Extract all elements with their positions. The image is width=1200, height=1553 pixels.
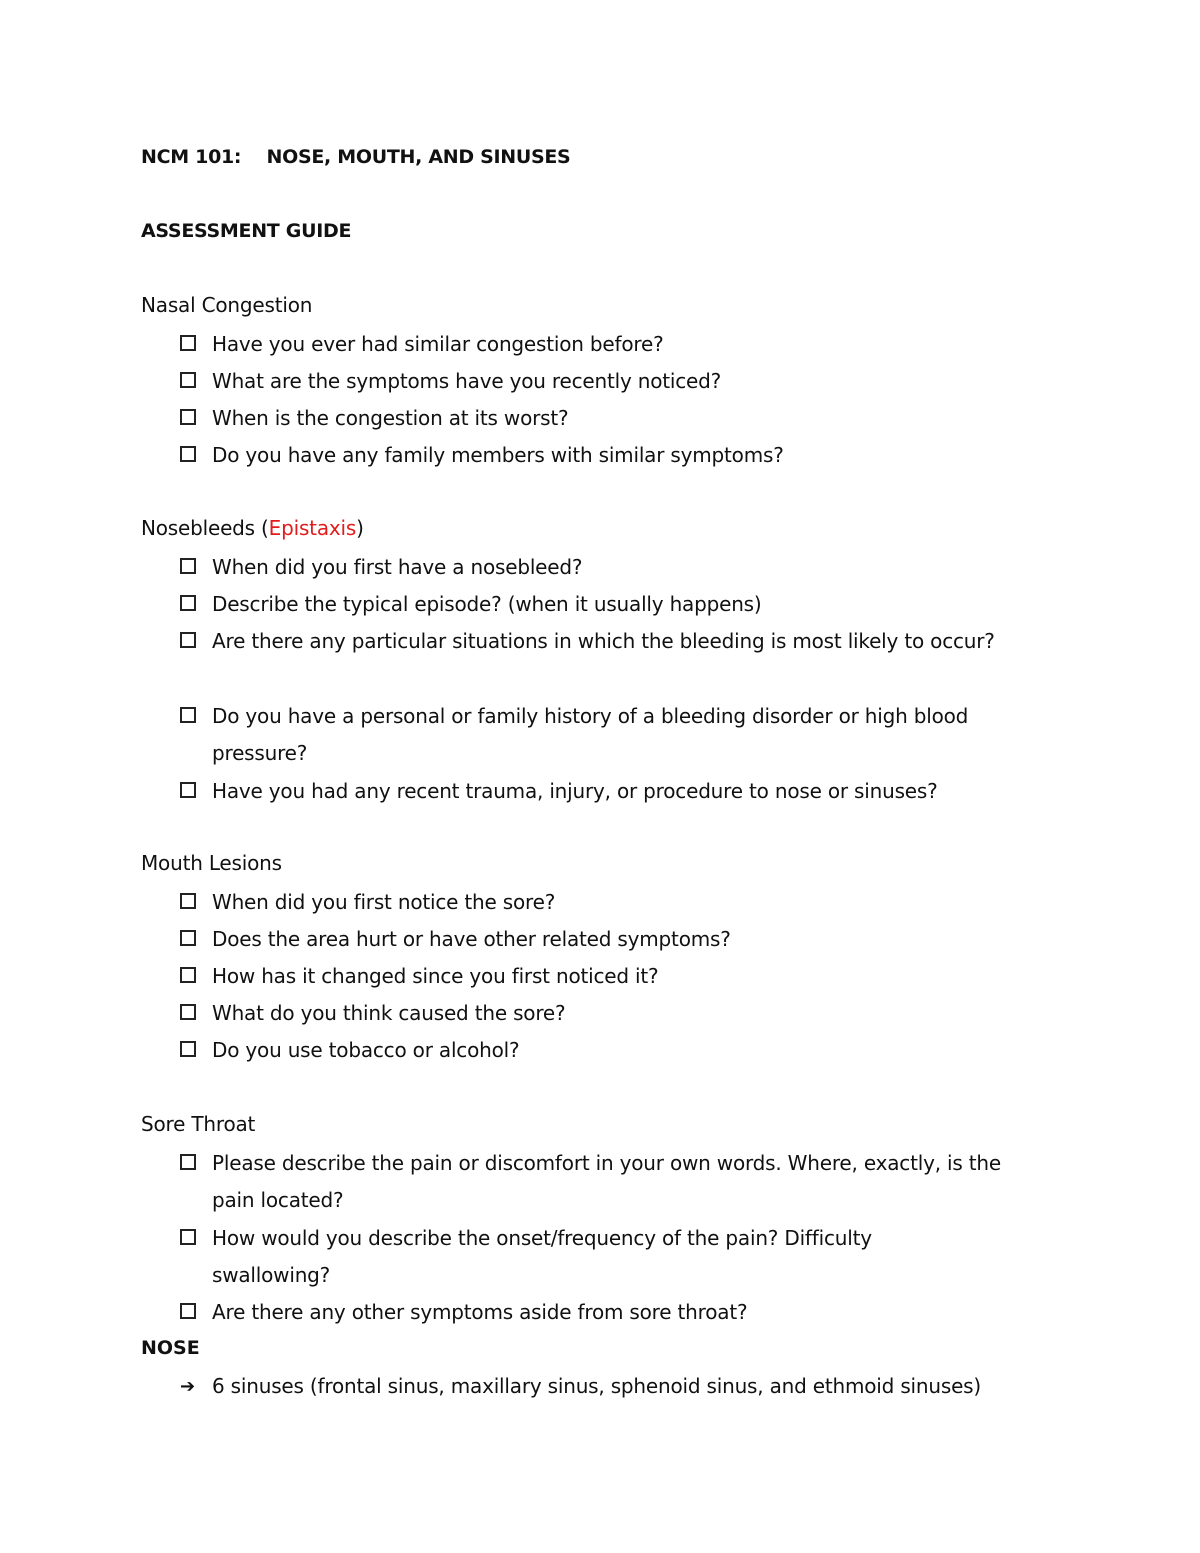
checklist-item-text: What are the symptoms have you recently noticed? [212,369,722,393]
checklist-item-text: How has it changed since you first noticed it? [212,964,659,988]
checklist-item-text: When did you first notice the sore? [212,890,556,914]
section-heading-sore-throat: Sore Throat [141,1112,256,1136]
checklist-item-text: Are there any particular situations in which the bleeding is most likely to occur? [212,629,995,653]
checklist-item-text: Do you use tobacco or alcohol? [212,1038,520,1062]
document-subtitle: ASSESSMENT GUIDE [141,220,352,242]
checkbox-icon[interactable] [180,595,196,611]
heading-term-epistaxis: Epistaxis [268,516,357,540]
checkbox-icon[interactable] [180,893,196,909]
checkbox-icon[interactable] [180,632,196,648]
checklist-item[interactable] [180,698,1050,772]
checkbox-icon[interactable] [180,372,196,388]
checklist-item[interactable] [180,1145,1040,1219]
nose-bullet-item [180,1368,1080,1405]
checklist-item-text: Does the area hurt or have other related symptoms? [212,927,731,951]
heading-prefix: Nosebleeds ( [141,516,269,540]
heading-suffix: ) [356,516,364,540]
document-title: NCM 101: NOSE, MOUTH, AND SINUSES [141,146,571,168]
checkbox-icon[interactable] [180,1154,196,1170]
checklist-item-text: What do you think caused the sore? [212,1001,566,1025]
checklist-item-text: Please describe the pain or discomfort in your own words. Where, exactly, is the pain located? [212,1151,1001,1212]
checkbox-icon[interactable] [180,335,196,351]
section-heading-nosebleeds [141,516,364,540]
checklist-item-text: When did you first have a nosebleed? [212,555,583,579]
checklist-item[interactable] [180,1294,1060,1331]
checkbox-icon[interactable] [180,558,196,574]
checklist-item-text: Have you had any recent trauma, injury, or procedure to nose or sinuses? [212,779,938,803]
checklist-item-text: When is the congestion at its worst? [212,406,569,430]
checklist-item-text: Describe the typical episode? (when it usually happens) [212,592,762,616]
checklist-item[interactable] [180,623,1000,660]
arrow-right-icon: ➔ [180,1376,195,1397]
checklist-item[interactable] [180,437,1060,474]
section-heading-nasal-congestion: Nasal Congestion [141,293,313,317]
checkbox-icon[interactable] [180,446,196,462]
checklist-item-text: Do you have a personal or family history of a bleeding disorder or high blood pressure? [212,704,969,765]
checklist-item[interactable] [180,921,1060,958]
checklist-item-text: Have you ever had similar congestion before? [212,332,664,356]
checklist-item[interactable] [180,586,1060,623]
section-heading-mouth-lesions: Mouth Lesions [141,851,282,875]
checkbox-icon[interactable] [180,1041,196,1057]
nose-bullet-text: 6 sinuses (frontal sinus, maxillary sinus, sphenoid sinus, and ethmoid sinuses) [212,1374,981,1398]
checklist-item-text: Are there any other symptoms aside from sore throat? [212,1300,748,1324]
checklist-item-text: How would you describe the onset/frequency of the pain? Difficulty swallowing? [212,1226,872,1287]
nose-heading: NOSE [141,1337,200,1359]
checklist-item[interactable] [180,958,1060,995]
checkbox-icon[interactable] [180,1229,196,1245]
checklist-item[interactable] [180,400,1060,437]
checkbox-icon[interactable] [180,707,196,723]
checkbox-icon[interactable] [180,1004,196,1020]
checklist-item-text: Do you have any family members with similar symptoms? [212,443,784,467]
checkbox-icon[interactable] [180,782,196,798]
checkbox-icon[interactable] [180,967,196,983]
checklist-item[interactable] [180,773,1060,810]
checklist-item[interactable] [180,884,1060,921]
checklist-item[interactable] [180,1032,1060,1069]
checkbox-icon[interactable] [180,930,196,946]
checklist-item[interactable] [180,1220,960,1294]
checklist-item[interactable] [180,326,1060,363]
checklist-item[interactable] [180,549,1060,586]
checklist-item[interactable] [180,995,1060,1032]
checkbox-icon[interactable] [180,1303,196,1319]
checkbox-icon[interactable] [180,409,196,425]
checklist-item[interactable] [180,363,1060,400]
